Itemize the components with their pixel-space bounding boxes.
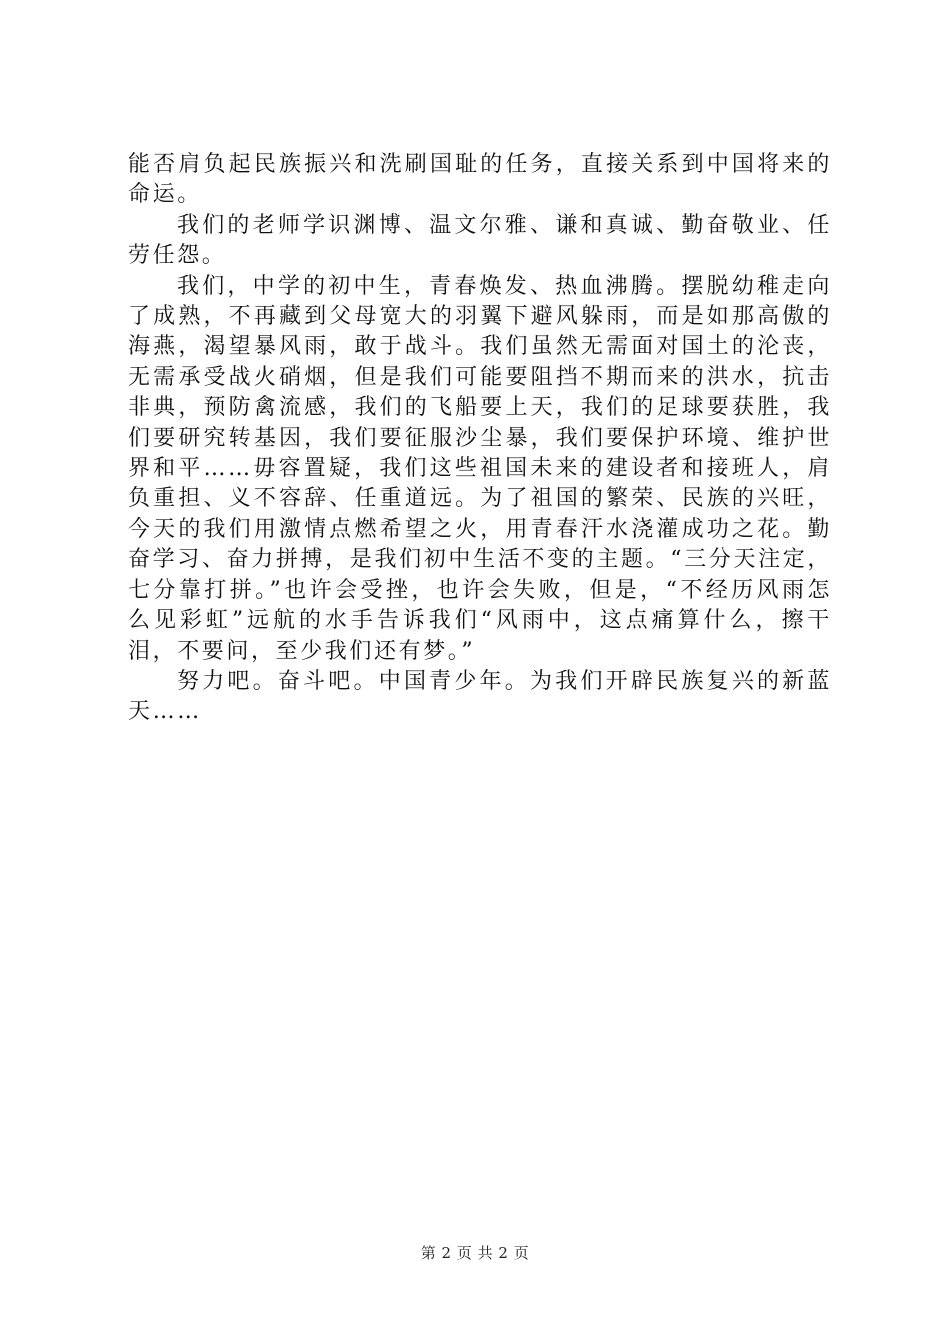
document-body [128, 150, 832, 728]
paragraph-closing: 努力吧。奋斗吧。中国青少年。为我们开辟民族复兴的新蓝天…… [128, 668, 832, 725]
page-footer: 第 2 页 共 2 页 [420, 1244, 530, 1262]
paragraph-teachers: 我们的老师学识渊博、温文尔雅、谦和真诚、勤奋敬业、任劳任怨。 [128, 212, 832, 269]
paragraph-students: 我们，中学的初中生，青春焕发、热血沸腾。摆脱幼稚走向了成熟，不再藏到父母宽大的羽翼下避风躲雨，而是如那高傲的海燕，渴望暴风雨，敢于战斗。我们虽然无需面对国土的沦丧，无需承受战火硝烟，但是我们可能要阻挡不期而来的洪水，抗击非典，预防禽流感，我们的飞船要上天，我们的足球要获胜，我们要研究转基因，我们要征服沙尘暴，我们要保护环境、维护世界和平……毋容置疑，我们这些祖国未来的建设者和接班人，肩负重担、义不容辞、任重道远。为了祖国的繁荣、民族的兴旺，今天的我们用激情点燃希望之火，用青春汗水浇灌成功之花。勤奋学习、奋力拼搏，是我们初中生活不变的主题。“三分天注定，七分靠打拼。”也许会受挫，也许会失败，但是，“不经历风雨怎么见彩虹”远航的水手告诉我们“风雨中，这点痛算什么，擦干泪，不要问，至少我们还有梦。” [128, 273, 832, 664]
paragraph-continuation: 能否肩负起民族振兴和洗刷国耻的任务，直接关系到中国将来的命运。 [128, 152, 832, 208]
